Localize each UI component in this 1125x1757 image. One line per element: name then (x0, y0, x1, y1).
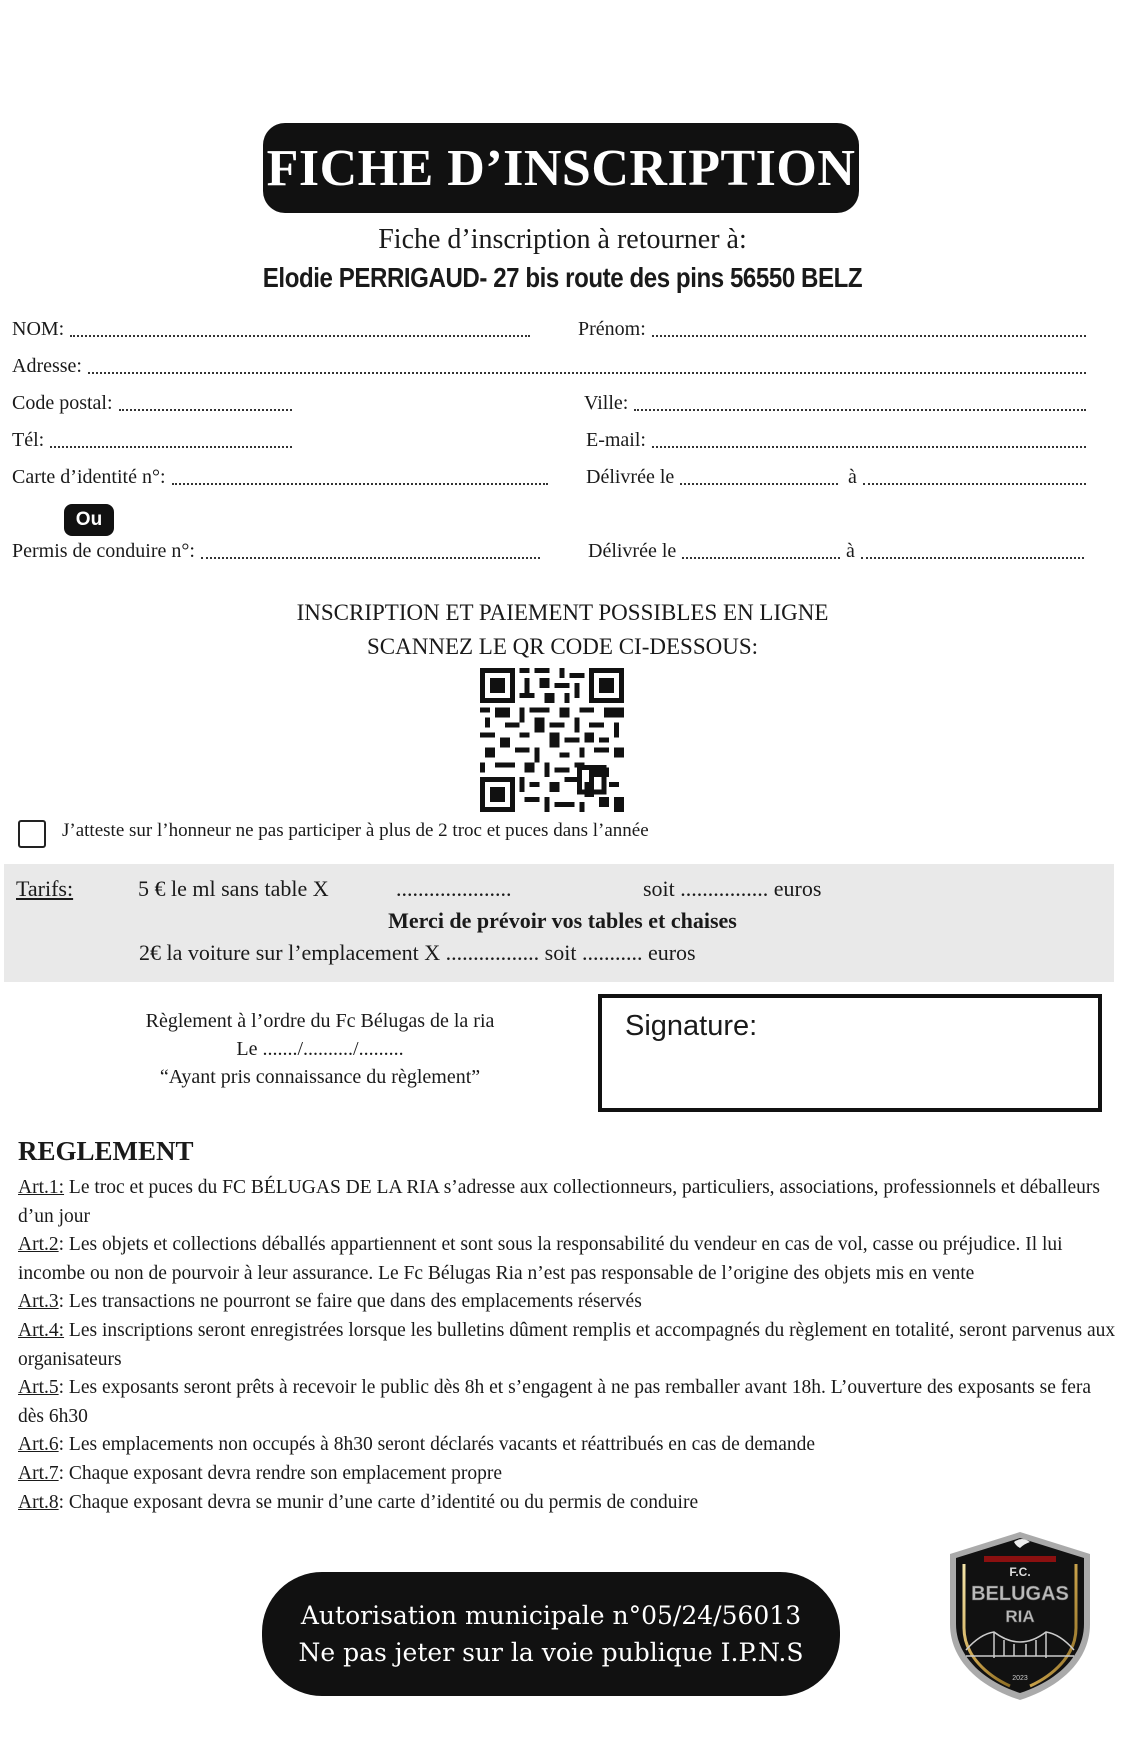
ville-line (634, 395, 1086, 411)
article-3-tag: Art.3 (18, 1291, 59, 1313)
permis-delivree-label: Délivrée le (588, 540, 677, 562)
article-7-text: : Chaque exposant devra rendre son emplacement propre (58, 1462, 503, 1484)
article-8-tag: Art.8 (18, 1491, 59, 1513)
code-postal-line (119, 395, 292, 411)
article-3-text: : Les transactions ne pourront se faire que dans des emplacements réservés (58, 1291, 642, 1313)
tarif-line1: 5 € le ml sans table X (138, 876, 329, 901)
tarifs-label: Tarifs: (16, 876, 74, 901)
tarif-line1-total: soit ................ euros (643, 876, 822, 901)
email-label: E-mail: (586, 429, 646, 451)
footer-line1: Autorisation municipale n°05/24/56013 (300, 1601, 802, 1630)
form-title: FICHE D’INSCRIPTION (263, 123, 859, 213)
online-line1: INSCRIPTION ET PAIEMENT POSSIBLES EN LIGNE (296, 600, 829, 625)
footer-banner (262, 1572, 840, 1696)
ville-field[interactable] (584, 392, 1086, 415)
tel-field[interactable] (12, 429, 292, 452)
permis-delivree-field[interactable] (588, 540, 840, 563)
tarif-line1-dots: ..................... (396, 876, 512, 901)
reglement-ordre-line1: Règlement à l’ordre du Fc Bélugas de la ria (145, 1010, 495, 1032)
article-6 (18, 1431, 1118, 1460)
article-6-text: : Les emplacements non occupés à 8h30 seront déclarés vacants et réattribués en cas de demande (58, 1434, 816, 1456)
logo-fc: F.C. (1009, 1565, 1031, 1579)
article-1 (18, 1174, 1118, 1231)
qr-code[interactable] (480, 668, 624, 812)
logo-belugas: BELUGAS (971, 1583, 1069, 1605)
reglement-title: REGLEMENT (18, 1136, 194, 1166)
carte-identite-field[interactable] (12, 466, 548, 489)
permis-lieu-field[interactable] (846, 540, 1084, 563)
reglement-ordre-line3: “Ayant pris connaissance du règlement” (159, 1066, 481, 1088)
tarif-line2: 2€ la voiture sur l’emplacement X ................. soit ........... euros (139, 940, 696, 965)
ou-badge: Ou (64, 504, 114, 536)
carte-delivree-field[interactable] (586, 466, 838, 489)
code-postal-field[interactable] (12, 392, 292, 415)
attestation-text: J’atteste sur l’honneur ne pas participer à plus de 2 troc et puces dans l’année (62, 820, 649, 841)
carte-delivree-label: Délivrée le (586, 466, 675, 488)
article-7 (18, 1460, 1118, 1489)
ville-label: Ville: (584, 392, 629, 414)
email-line (652, 432, 1086, 448)
article-8 (18, 1489, 1118, 1518)
carte-lieu-field[interactable] (848, 466, 1086, 489)
permis-line (201, 543, 540, 559)
carte-lieu-line (863, 469, 1086, 485)
carte-lieu-label: à (848, 466, 857, 488)
email-field[interactable] (586, 429, 1086, 452)
footer-line2: Ne pas jeter sur la voie publique I.P.N.S (298, 1638, 804, 1667)
online-line2: SCANNEZ LE QR CODE CI-DESSOUS: (366, 634, 759, 659)
tarif-note: Merci de prévoir vos tables et chaises (388, 908, 737, 933)
tel-label: Tél: (12, 429, 45, 451)
fc-belugas-ria-logo (944, 1528, 1096, 1704)
logo-year: 2023 (1012, 1675, 1028, 1682)
return-label: Fiche d’inscription à retourner à: (378, 224, 747, 255)
code-postal-label: Code postal: (12, 392, 113, 414)
article-5-text: : Les exposants seront prêts à recevoir le public dès 8h et s’engagent à ne pas remballer avant 18h. L’ouverture des exposants se fera dès 6h30 (18, 1377, 1092, 1427)
article-5 (18, 1374, 1118, 1431)
permis-delivree-line (682, 543, 840, 559)
article-1-text: Le troc et puces du FC BÉLUGAS DE LA RIA s’adresse aux collectionneurs, particuliers, associations, professionnels et déballeurs d’un jour (18, 1177, 1101, 1227)
article-2 (18, 1231, 1118, 1288)
carte-identite-line (172, 469, 548, 485)
reglement-ordre-date: Le ......./........../......... (236, 1038, 404, 1060)
nom-label: NOM: (12, 318, 65, 340)
article-5-tag: Art.5 (18, 1377, 59, 1399)
article-3 (18, 1288, 1118, 1317)
logo-ria: RIA (1005, 1607, 1035, 1626)
permis-label: Permis de conduire n°: (12, 540, 195, 562)
tel-line (50, 432, 292, 448)
article-4-tag: Art.4: (18, 1319, 65, 1341)
prenom-label: Prénom: (578, 318, 646, 340)
permis-field[interactable] (12, 540, 540, 563)
article-2-tag: Art.2 (18, 1234, 59, 1256)
article-1-tag: Art.1: (18, 1177, 65, 1198)
article-4 (18, 1317, 1118, 1374)
article-2-text: : Les objets et collections déballés appartiennent et sont sous la responsabilité du vendeur en cas de vol, casse ou préjudice. Il lui incombe ou non de pourvoir à leur assurance. Le Fc Bélugas Ria n’est pas responsable de l’origine des objets mis en vente (18, 1234, 1063, 1284)
return-address: Elodie PERRIGAUD- 27 bis route des pins 56550 BELZ (262, 262, 863, 293)
carte-identite-label: Carte d’identité n°: (12, 466, 166, 488)
article-6-tag: Art.6 (18, 1434, 59, 1456)
permis-lieu-label: à (846, 540, 855, 562)
red-stripe (984, 1556, 1056, 1562)
adresse-label: Adresse: (12, 355, 82, 377)
permis-lieu-line (861, 543, 1084, 559)
article-7-tag: Art.7 (18, 1462, 59, 1484)
signature-label: Signature: (625, 1010, 758, 1042)
adresse-line (88, 358, 1086, 374)
adresse-field[interactable] (12, 355, 1086, 378)
article-4-text: Les inscriptions seront enregistrées lorsque les bulletins dûment remplis et accompagnés du règlement en totalité, seront parvenus aux organisateurs (18, 1319, 1116, 1370)
prenom-line (652, 321, 1086, 337)
prenom-field[interactable] (578, 318, 1086, 341)
carte-delivree-line (680, 469, 838, 485)
reglement-articles (18, 1174, 1118, 1517)
nom-field[interactable] (12, 318, 530, 341)
attestation-checkbox[interactable] (18, 820, 46, 848)
article-8-text: : Chaque exposant devra se munir d’une carte d’identité ou du permis de conduire (58, 1491, 699, 1513)
nom-line (70, 321, 530, 337)
